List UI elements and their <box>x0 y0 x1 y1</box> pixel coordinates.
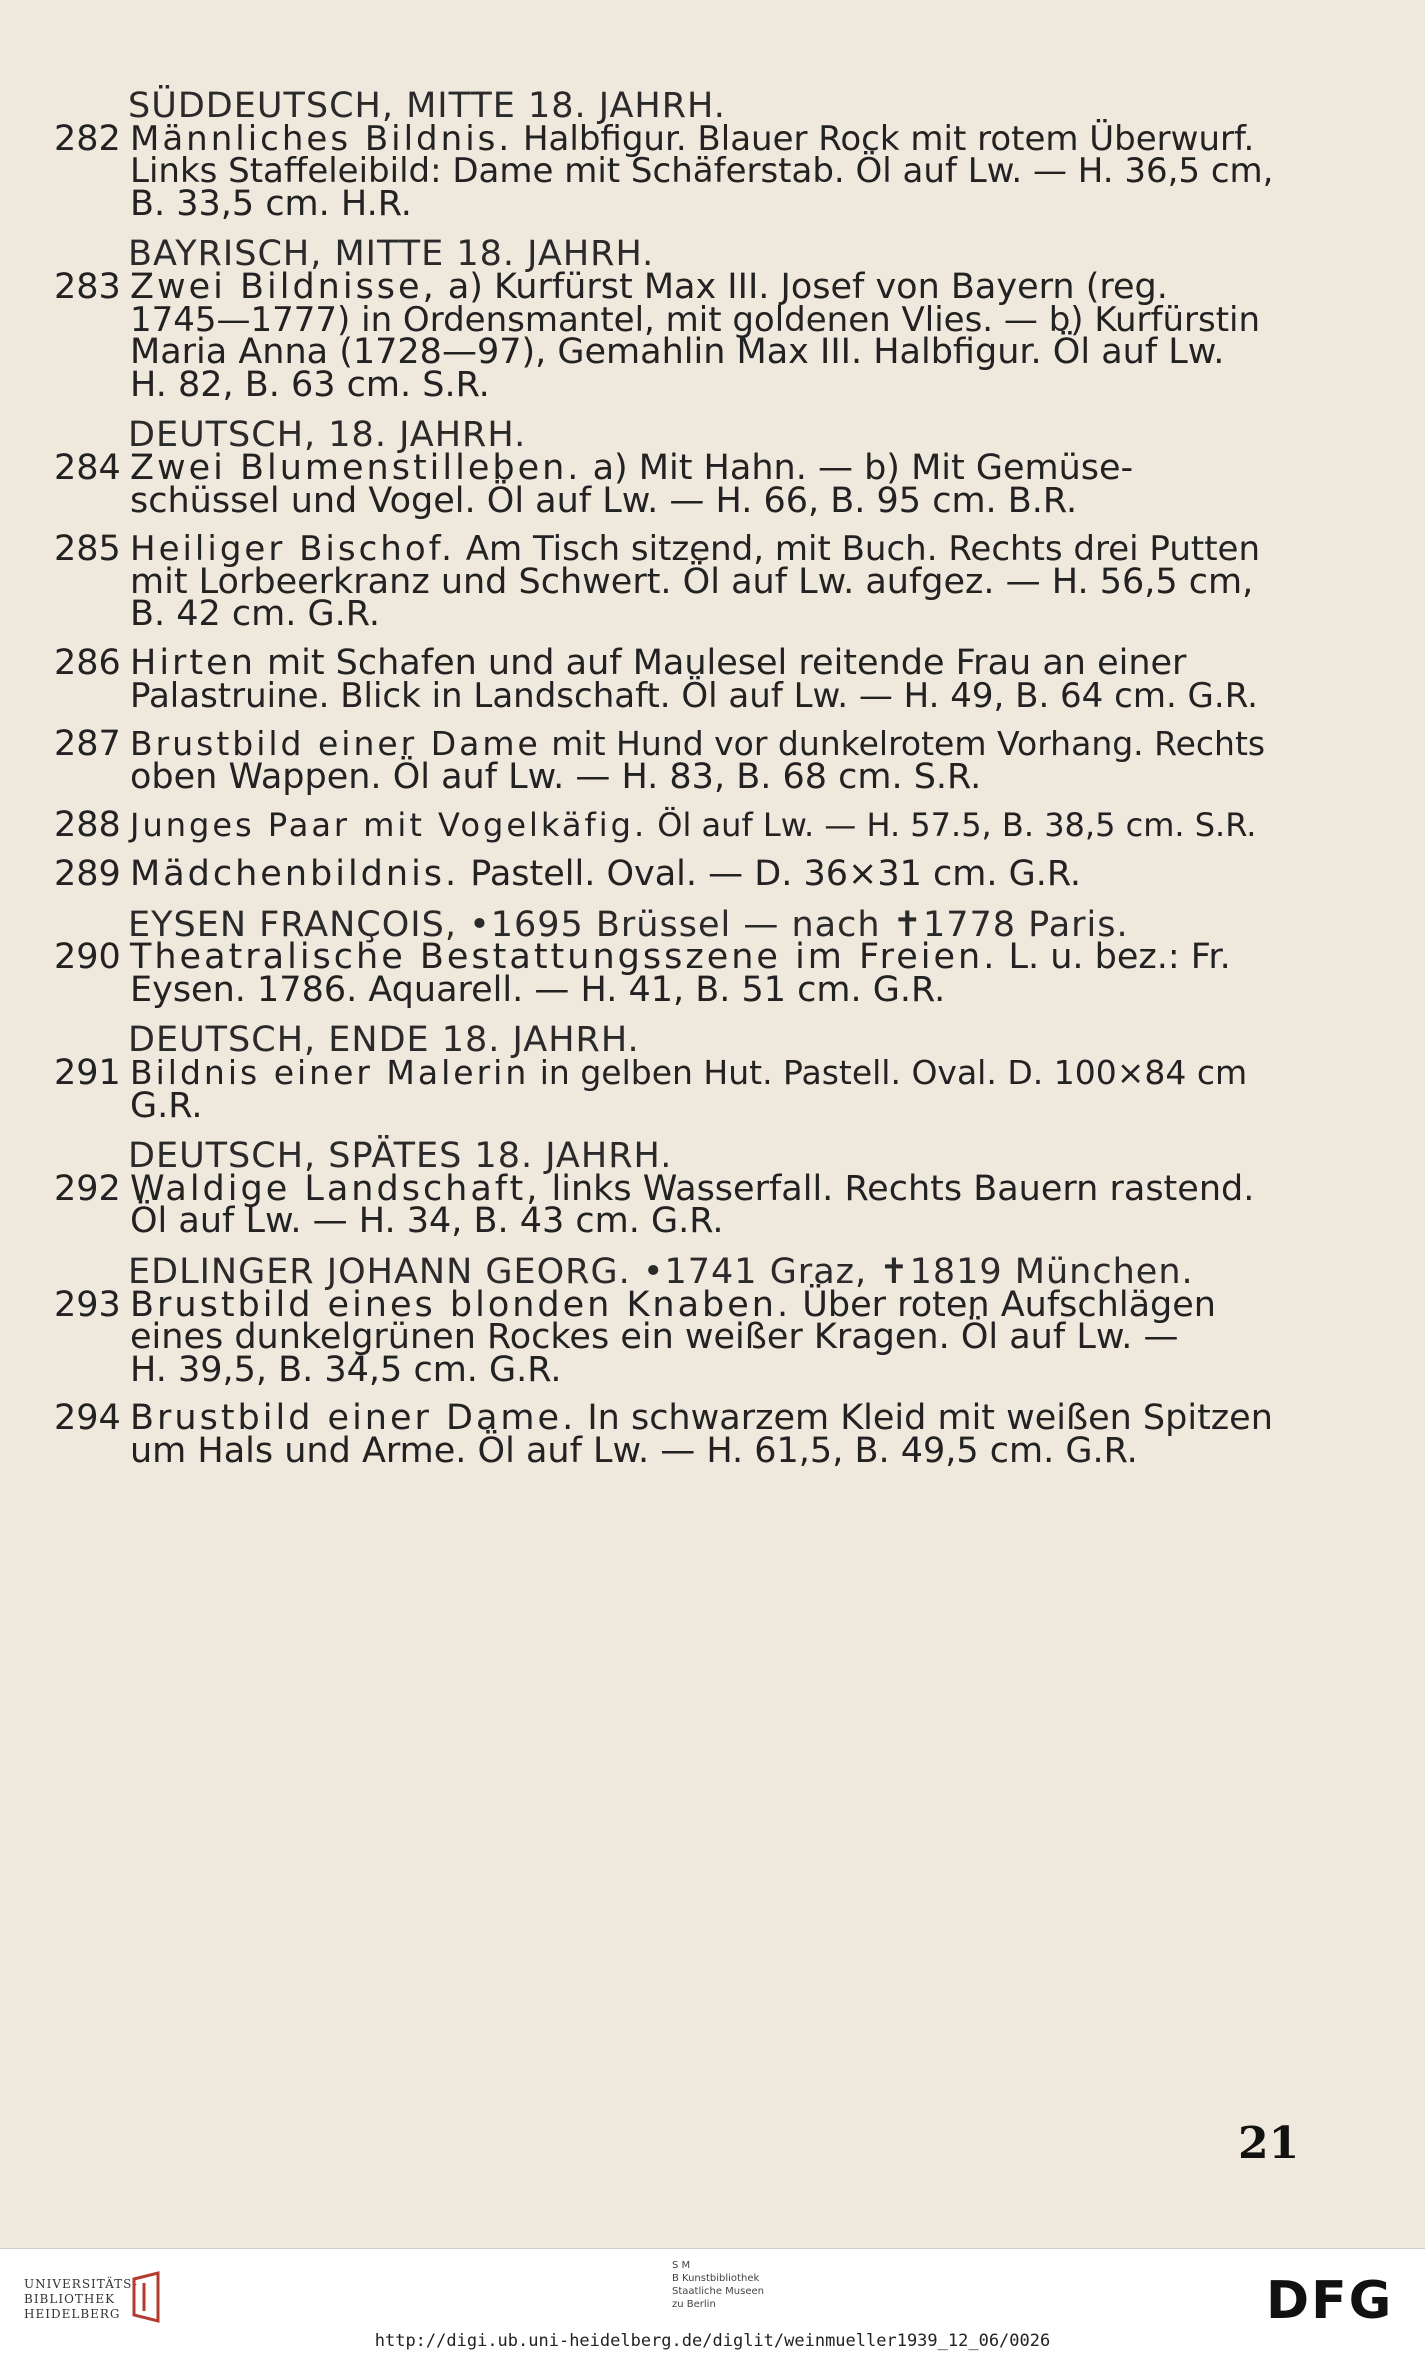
lot-description: mit Schafen und auf Maulesel reitende Frau an einer <box>255 643 1187 683</box>
lot-title: Zwei Bildnisse, <box>130 267 437 307</box>
lot-description-continued: B. 33,5 cm. H.R. <box>130 183 412 224</box>
lot-number: 294 <box>54 1398 121 1439</box>
lot-number: 290 <box>54 937 121 978</box>
lot-description: Pastell. Oval. — D. 36×31 cm. G.R. <box>459 854 1082 894</box>
lot-number: 287 <box>54 724 121 765</box>
lot-title: Heiliger Bischof. <box>130 529 455 570</box>
lot-title: Mädchenbildnis. <box>130 854 460 894</box>
lot-description-continued: H. 82, B. 63 cm. S.R. <box>130 364 490 405</box>
lot-number: 283 <box>54 267 121 307</box>
lot-number: 293 <box>54 1284 121 1325</box>
section-header: DEUTSCH, 18. JAHRH. <box>128 415 527 456</box>
lot-entry <box>130 805 1256 845</box>
page-number: 21 <box>1238 2118 1300 2169</box>
stamp-line-3: Staatliche Museen <box>672 2286 764 2297</box>
lot-description-continued: 1745—1777) in Ordensmantel, mit goldenen Vlies. — b) Kurfürstin <box>130 299 1261 340</box>
lot-description-continued: oben Wappen. Öl auf Lw. — H. 83, B. 68 cm. S.R. <box>130 756 982 797</box>
lot-description-continued: B. 42 cm. G.R. <box>130 594 380 635</box>
lot-description-continued: Links Staffeleibild: Dame mit Schäferstab. Öl auf Lw. — H. 36,5 cm, <box>130 151 1274 192</box>
section-header: DEUTSCH, SPÄTES 18. JAHRH. <box>128 1136 673 1177</box>
lot-number: 292 <box>54 1168 121 1209</box>
lot-number: 286 <box>54 643 121 683</box>
lot-title: Theatralische Bestattungsszene im Freien. <box>130 937 998 978</box>
university-line-1: UNIVERSITÄTS- <box>24 2277 138 2291</box>
lot-description: Über roten Aufschlägen <box>791 1284 1216 1325</box>
stamp-line-1: S M <box>672 2260 691 2271</box>
lot-title: Brustbild einer Dame <box>130 724 541 764</box>
lot-description: links Wasserfall. Rechts Bauern rastend. <box>540 1168 1255 1209</box>
lot-title: Junges Paar mit Vogelkäfig. <box>130 806 648 845</box>
lot-description: Öl auf Lw. — H. 57.5, B. 38,5 cm. S.R. <box>647 806 1257 845</box>
lot-title: Hirten <box>130 643 256 683</box>
lot-description: a) Mit Hahn. — b) Mit Gemüse- <box>581 448 1134 488</box>
lot-description-continued: mit Lorbeerkranz und Schwert. Öl auf Lw. aufgez. — H. 56,5 cm, <box>130 561 1254 602</box>
lot-description: Am Tisch sitzend, mit Buch. Rechts drei Putten <box>454 529 1260 570</box>
section-header: BAYRISCH, MITTE 18. JAHRH. <box>128 234 655 275</box>
stamp-line-2: B Kunstbibliothek <box>672 2273 760 2284</box>
university-library-name <box>24 2277 138 2322</box>
section-header: SÜDDEUTSCH, MITTE 18. JAHRH. <box>128 86 726 126</box>
viewer-footer <box>0 2248 1425 2356</box>
lot-description-continued: Palastruine. Blick in Landschaft. Öl auf Lw. — H. 49, B. 64 cm. G.R. <box>130 675 1258 716</box>
lot-number: 291 <box>54 1053 121 1093</box>
lot-description: In schwarzem Kleid mit weißen Spitzen <box>576 1398 1273 1439</box>
lot-description-continued: eines dunkelgrünen Rockes ein weißer Kragen. Öl auf Lw. — <box>130 1317 1179 1358</box>
library-stamp <box>672 2259 764 2311</box>
university-line-2: BIBLIOTHEK <box>24 2292 116 2306</box>
lot-description-continued: G.R. <box>130 1085 203 1126</box>
lot-title: Brustbild einer Dame. <box>130 1398 577 1439</box>
lot-description-continued: Eysen. 1786. Aquarell. — H. 41, B. 51 cm. G.R. <box>130 969 946 1010</box>
lot-description-continued: schüssel und Vogel. Öl auf Lw. — H. 66, B. 95 cm. B.R. <box>130 480 1078 521</box>
university-line-3: HEIDELBERG <box>24 2307 121 2321</box>
dfg-logo: DFG <box>1266 2271 1394 2331</box>
lot-title: Männliches Bildnis. <box>130 118 513 159</box>
lot-entry <box>130 854 1081 894</box>
lot-description: Halbfigur. Blauer Rock mit rotem Überwurf. <box>512 118 1255 159</box>
section-header: DEUTSCH, ENDE 18. JAHRH. <box>128 1020 640 1061</box>
lot-description-continued: um Hals und Arme. Öl auf Lw. — H. 61,5, B. 49,5 cm. G.R. <box>130 1431 1138 1471</box>
lot-title: Waldige Landschaft, <box>130 1168 541 1209</box>
page-url[interactable]: http://digi.ub.uni-heidelberg.de/diglit/weinmueller1939_12_06/0026 <box>374 2331 1051 2351</box>
section-header: EYSEN FRANÇOIS, •1695 Brüssel — nach ✝1778 Paris. <box>128 904 1129 945</box>
lot-description-continued: H. 39,5, B. 34,5 cm. G.R. <box>130 1349 562 1390</box>
lot-number: 282 <box>54 118 121 159</box>
lot-number: 284 <box>54 448 121 488</box>
university-logo-icon <box>128 2269 172 2327</box>
lot-number: 289 <box>54 854 121 894</box>
lot-number: 285 <box>54 529 121 570</box>
lot-description: L. u. bez.: Fr. <box>997 937 1231 978</box>
lot-description-continued: Maria Anna (1728—97), Gemahlin Max III. Halbfigur. Öl auf Lw. <box>130 332 1225 373</box>
lot-description-continued: Öl auf Lw. — H. 34, B. 43 cm. G.R. <box>130 1201 724 1242</box>
lot-title: Bildnis einer Malerin <box>130 1053 530 1092</box>
stamp-line-4: zu Berlin <box>672 2299 716 2310</box>
lot-entry <box>130 1053 1247 1093</box>
lot-description: mit Hund vor dunkelrotem Vorhang. Rechts <box>540 724 1266 764</box>
lot-description: a) Kurfürst Max III. Josef von Bayern (reg. <box>436 267 1168 307</box>
lot-title: Zwei Blumenstilleben. <box>130 448 582 488</box>
lot-title: Brustbild eines blonden Knaben. <box>130 1284 792 1325</box>
section-header: EDLINGER JOHANN GEORG. •1741 Graz, ✝1819 München. <box>128 1252 1194 1292</box>
lot-number: 288 <box>54 805 121 846</box>
lot-description: in gelben Hut. Pastell. Oval. D. 100×84 cm <box>529 1053 1248 1092</box>
